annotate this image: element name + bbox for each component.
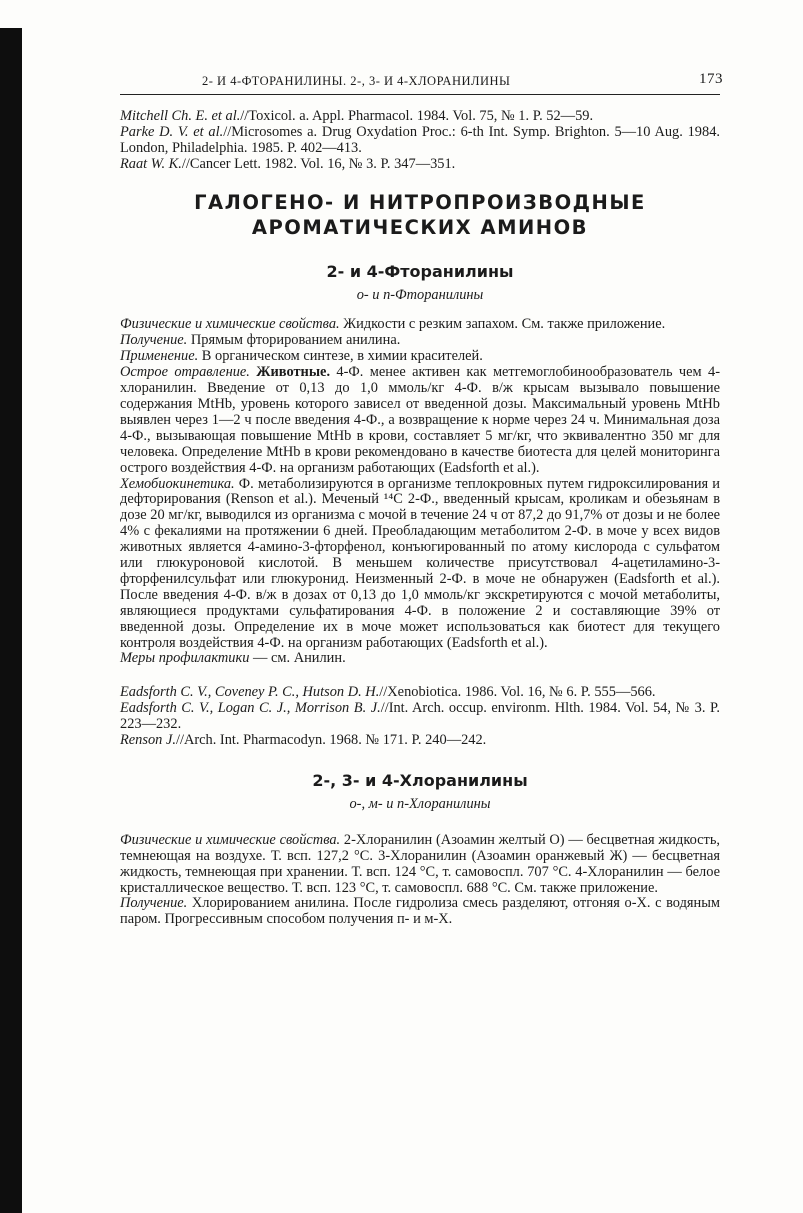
- header-rule: [120, 94, 720, 95]
- running-header: [120, 71, 723, 90]
- paragraph-production: Получение. Прямым фторированием анилина.: [120, 332, 401, 349]
- page-number: 173: [699, 71, 723, 87]
- section-body-fluoroanilines: [120, 317, 720, 667]
- paragraph-properties: Физические и химические свойства. 2-Хлоранилин (Азоамин желтый О) — бесцветная жидкость, темнеющая на воздухе. Т. всп. 127,2 °С. 3-Хлоранилин (Азоамин оранжевый Ж) — бесцветная жидкость, темнеющая при хранении. Т. всп. 124 °С, т. самовоспл. 707 °С. 4-Хлоранилин — белое кристаллическое вещество. Т. всп. 123 °С, т. самовоспл. 688 °С. См. также приложение.: [120, 831, 720, 896]
- paragraph-chemobiokinetics: Хемобиокинетика. Ф. метаболизируются в организме теплокровных путем гидроксилирования и дефторирования (Renson et al.). Меченый ¹⁴C 2-Ф., введенный крысам, кроликам и обезьянам в дозе 20 мг/кг, выводился из организма с мочой в течение 24 ч от 87,2 до 91,7% от дозы и не более 4% с фекалиями на протяжении 6 дней. Преобладающим метаболитом 2-Ф. в моче у всех видов животных является 4-амино-3-фторфенол, конъюгированный по атому кислорода с сульфатом или глюкуроновой кислотой. В меньшем количестве присутствовал 4-ацетиламино-3-фторфенилсульфат или глюкуронид. Неизменный 2-Ф. в моче не обнаружен (Eadsforth et al.). После введения 4-Ф. в/ж в дозах от 0,13 до 1,0 ммоль/кг экскретируются с мочой метаболиты, являющиеся продуктами сульфатирования 4-Ф. в положение 2 и составляющие 39% от введенной дозы. Определение их в моче может использоваться как биотест для текущего контроля воздействия 4-Ф. на организм работающих (Eadsforth et al.).: [120, 475, 720, 651]
- section-subtitle: о- и п-Фторанилины: [356, 286, 484, 303]
- reference-list-top: [120, 109, 720, 173]
- reference-item: Parke D. V. et al.//Microsomes a. Drug Oxydation Proc.: 6-th Int. Symp. Brighton. 5—10 Aug. 1984. London, Philadelphia. 1985. P. 402—413.: [120, 123, 720, 156]
- reference-item: Eadsforth C. V., Logan C. J., Morrison B. J.//Int. Arch. occup. environm. Hlth. 1984. Vol. 54, № 3. P. 223—232.: [120, 700, 721, 733]
- paragraph-acute-poisoning: Острое отравление. Животные. 4-Ф. менее активен как метгемоглобинообразователь чем 4-хлоранилин. Введение от 0,13 до 1,0 ммоль/кг 4-Ф. в/ж крысам вызывало повышение содержания MtHb, уровень которого зависел от введенной дозы. Максимальный уровень MtHb выявлен через 1—2 ч после введения 4-Ф., а возвращение к норме через 24 ч. Минимальная доза 4-Ф., вызывающая повышение MtHb в крови, составляет 5 мг/кг, что эквивалентно 350 мг для человека. Определение MtHb в крови рекомендовано в качестве биотеста для целей мониторинга острого воздействия 4-Ф. на организм работающих (Eadsforth et al.).: [120, 364, 720, 476]
- scan-binding-shadow: [0, 28, 22, 1213]
- paragraph-prevention: Меры профилактики — см. Анилин.: [120, 650, 346, 667]
- reference-item: Eadsforth C. V., Coveney P. C., Hutson D. H.//Xenobiotica. 1986. Vol. 16, № 6. P. 555—566.: [120, 684, 656, 701]
- paragraph-properties: Физические и химические свойства. Жидкости с резким запахом. См. также приложение.: [120, 316, 666, 333]
- reference-list-mid: [120, 685, 720, 749]
- section-title-fluoroanilines: 2- и 4-Фторанилины: [326, 261, 514, 281]
- book-page: [120, 71, 723, 928]
- paragraph-application: Применение. В органическом синтезе, в химии красителей.: [120, 348, 483, 365]
- chapter-title: ГАЛОГЕНО- И НИТРОПРОИЗВОДНЫЕ АРОМАТИЧЕСКИХ АМИНОВ: [194, 190, 646, 239]
- section-title-chloroanilines: 2-, 3- и 4-Хлоранилины: [312, 771, 528, 790]
- section-subtitle: о-, м- и п-Хлоранилины: [349, 795, 491, 812]
- reference-item: Raat W. K.//Cancer Lett. 1982. Vol. 16, № 3. P. 347—351.: [120, 155, 456, 172]
- running-title: 2- И 4-ФТОРАНИЛИНЫ. 2-, 3- И 4-ХЛОРАНИЛИНЫ: [202, 74, 511, 88]
- reference-item: Renson J.//Arch. Int. Pharmacodyn. 1968. № 171. P. 240—242.: [120, 732, 487, 749]
- paragraph-production: Получение. Хлорированием анилина. После гидролиза смесь разделяют, отгоняя о-Х. с водяным паром. Прогрессивным способом получения п- и м-Х.: [120, 895, 720, 928]
- section-body-chloroanilines: [120, 833, 720, 928]
- reference-item: Mitchell Ch. E. et al.//Toxicol. a. Appl. Pharmacol. 1984. Vol. 75, № 1. P. 52—59.: [120, 108, 594, 124]
